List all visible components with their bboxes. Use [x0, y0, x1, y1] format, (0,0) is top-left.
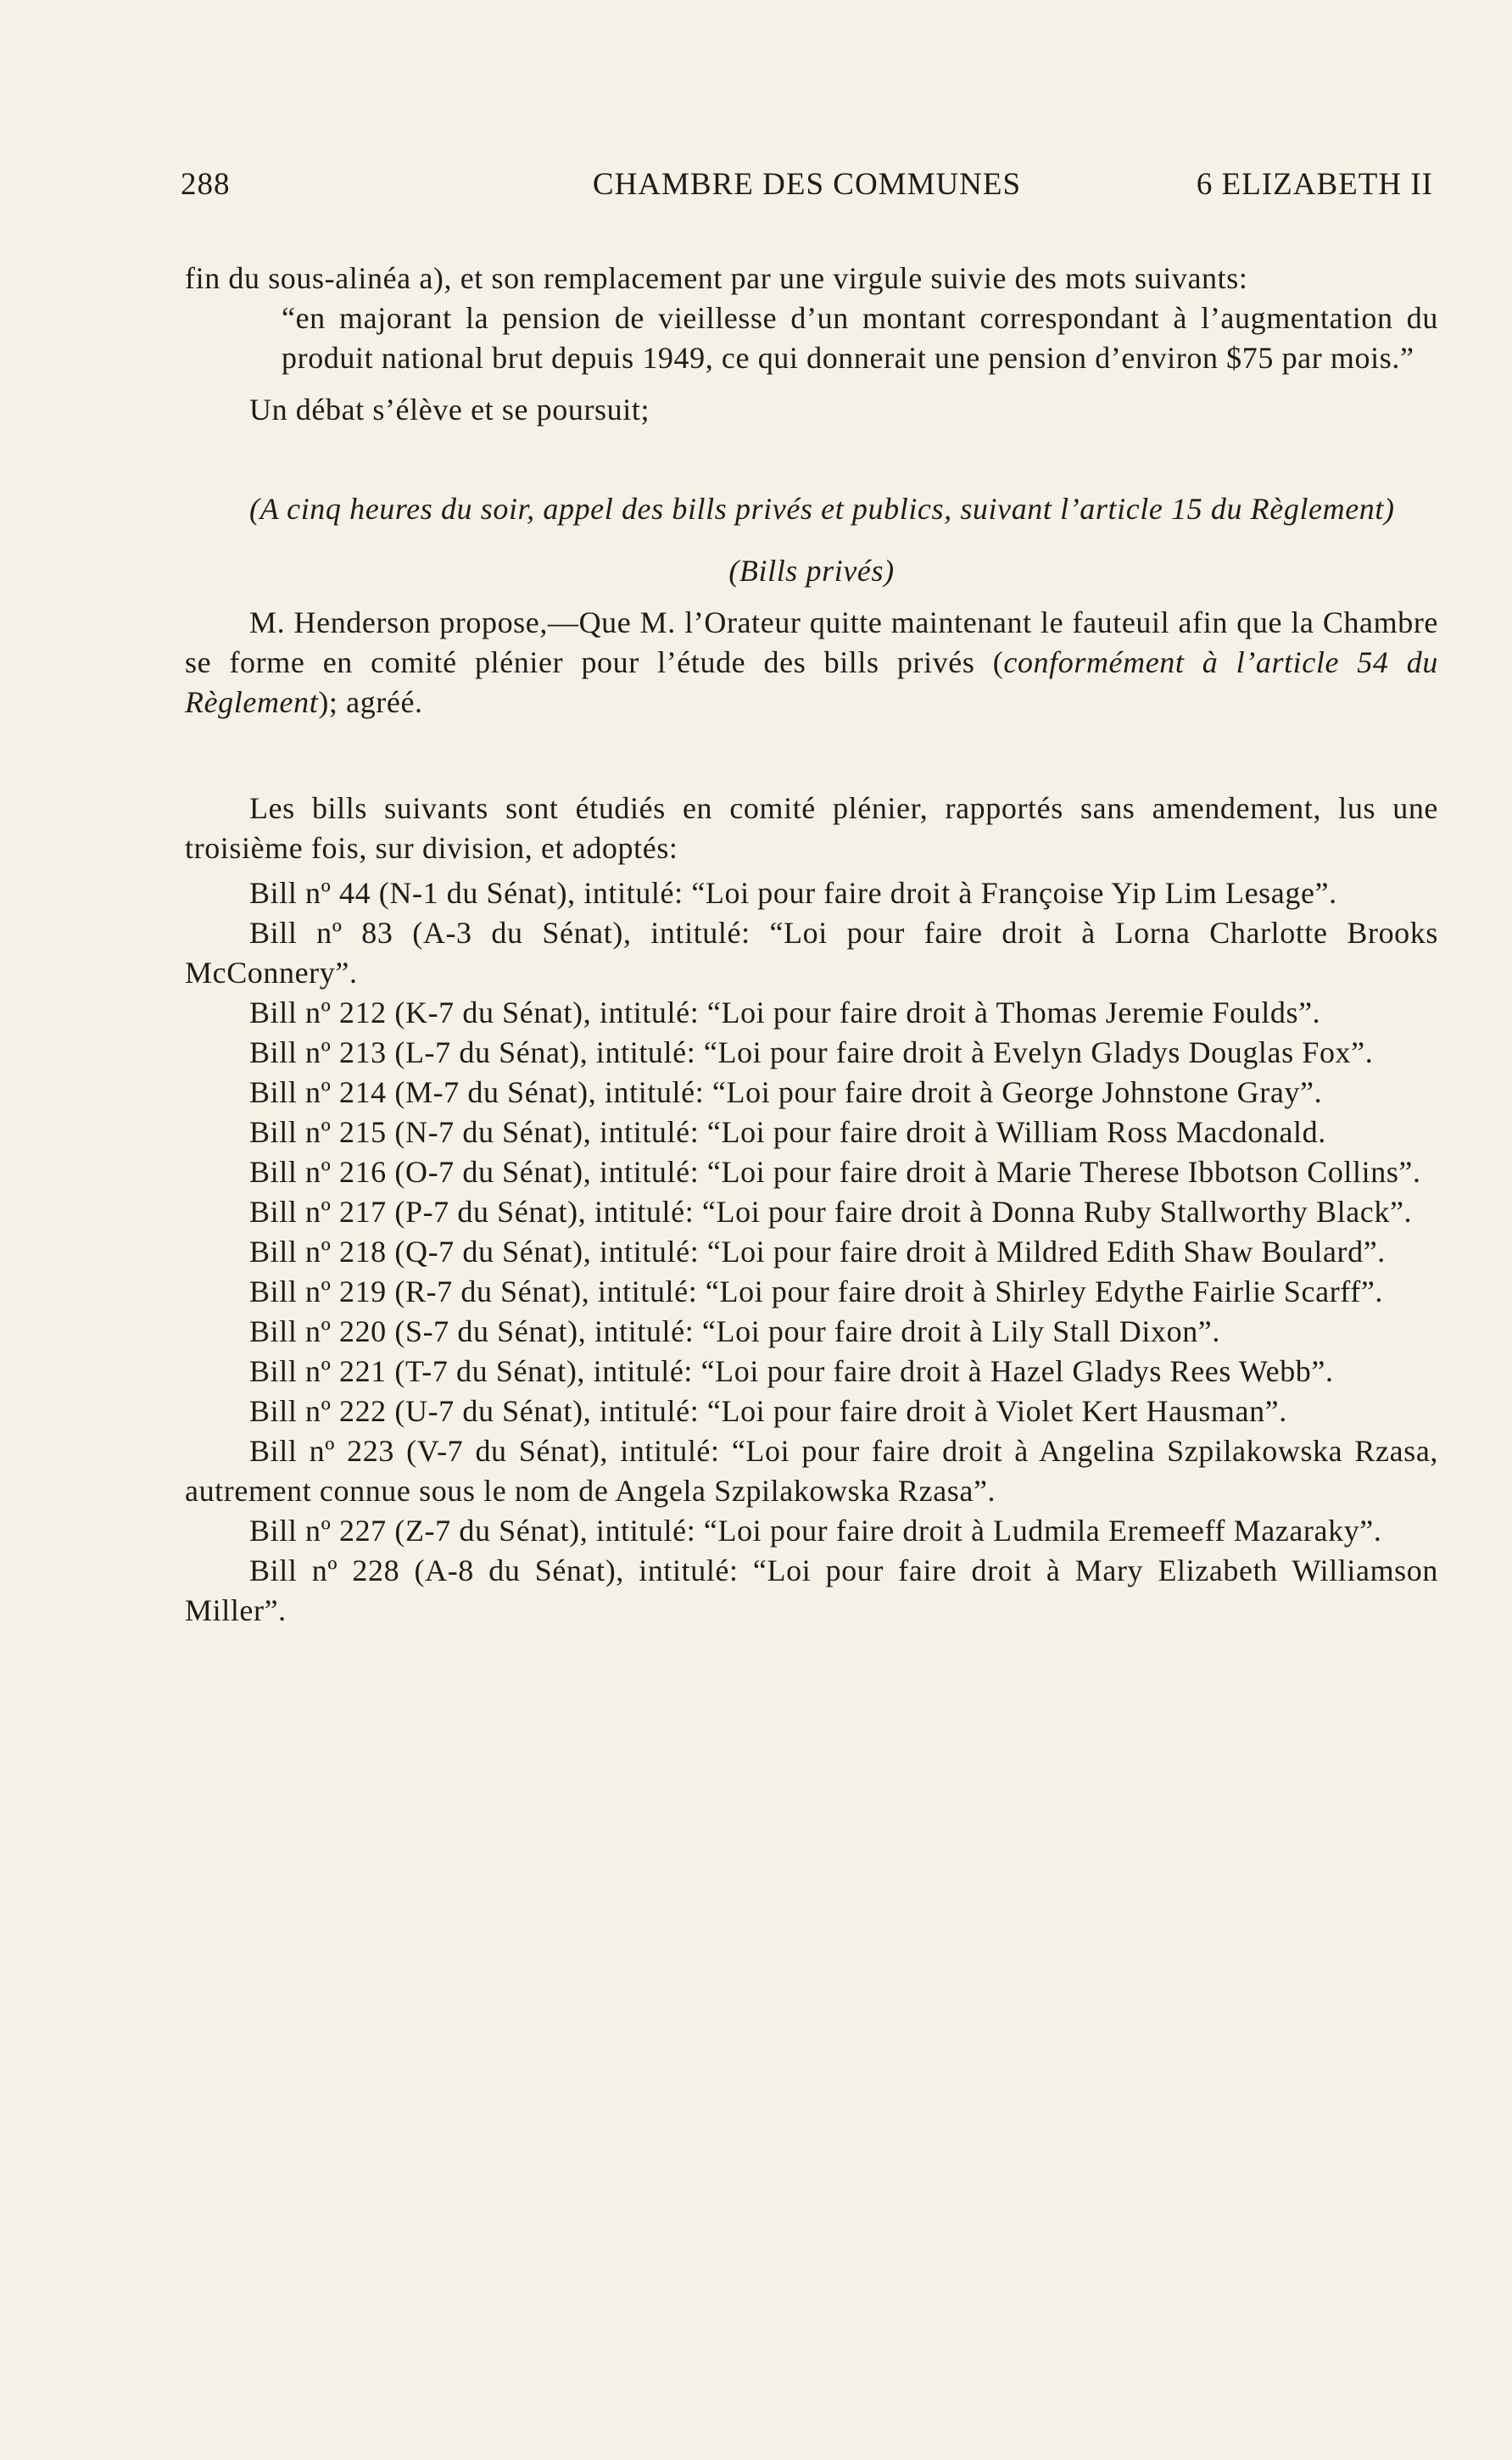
motion-italic-reference: conformément à l’article 54 du Règlement — [185, 645, 1438, 719]
bill-item: Bill nº 222 (U-7 du Sénat), intitulé: “Loi pour faire droit à Violet Kert Hausman”. — [249, 1394, 1287, 1428]
quoted-amendment: “en majorant la pension de vieillesse d’un montant correspondant à l’augmentation du produit national brut depuis 1949, ce qui donnerait une pension d’environ $75 par mois.” — [282, 301, 1438, 375]
motion-text-end: ); agréé. — [318, 685, 423, 719]
running-title-right: 6 ELIZABETH II — [1196, 167, 1433, 202]
bill-item: Bill nº 217 (P-7 du Sénat), intitulé: “Loi pour faire droit à Donna Ruby Stallworthy Black”. — [249, 1195, 1413, 1229]
section-heading-private-bills: (Bills privés) — [728, 554, 895, 588]
page-body — [185, 259, 1438, 1631]
bill-item: Bill nº 221 (T-7 du Sénat), intitulé: “Loi pour faire droit à Hazel Gladys Rees Webb”. — [249, 1354, 1334, 1388]
bill-item: Bill nº 215 (N-7 du Sénat), intitulé: “Loi pour faire droit à William Ross Macdonald. — [249, 1115, 1326, 1149]
paragraph-debate: Un débat s’élève et se poursuit; — [249, 393, 650, 427]
bill-item: Bill nº 212 (K-7 du Sénat), intitulé: “Loi pour faire droit à Thomas Jeremie Foulds”. — [249, 996, 1321, 1029]
bill-item: Bill nº 83 (A-3 du Sénat), intitulé: “Loi pour faire droit à Lorna Charlotte Brooks McConnery”. — [185, 916, 1438, 990]
bill-item: Bill nº 223 (V-7 du Sénat), intitulé: “Loi pour faire droit à Angelina Szpilakowska Rzasa, autrement connue sous le nom de Angela Szpilakowska Rzasa”. — [185, 1434, 1438, 1508]
motion-text: M. Henderson propose,—Que M. l’Orateur quitte maintenant le fauteuil afin que la Chambre se forme en comité plénier pour l’étude des bills privés ( — [185, 605, 1438, 679]
paragraph-bills-intro: Les bills suivants sont étudiés en comité plénier, rapportés sans amendement, lus une troisième fois, sur division, et adoptés: — [185, 791, 1438, 865]
page-number: 288 — [181, 167, 231, 202]
paragraph-motion — [185, 603, 1438, 722]
bill-item: Bill nº 216 (O-7 du Sénat), intitulé: “Loi pour faire droit à Marie Therese Ibbotson Collins”. — [249, 1155, 1421, 1189]
bill-item: Bill nº 228 (A-8 du Sénat), intitulé: “Loi pour faire droit à Mary Elizabeth Williamson Miller”. — [185, 1554, 1438, 1627]
running-title: CHAMBRE DES COMMUNES — [592, 167, 1022, 202]
bill-item: Bill nº 220 (S-7 du Sénat), intitulé: “Loi pour faire droit à Lily Stall Dixon”. — [249, 1314, 1220, 1348]
bill-item: Bill nº 213 (L-7 du Sénat), intitulé: “Loi pour faire droit à Evelyn Gladys Douglas Fox”. — [249, 1035, 1374, 1069]
page-header — [181, 166, 1433, 210]
bills-list — [185, 873, 1438, 1631]
bill-item: Bill nº 219 (R-7 du Sénat), intitulé: “Loi pour faire droit à Shirley Edythe Fairlie Scarff”. — [249, 1275, 1383, 1308]
bill-item: Bill nº 218 (Q-7 du Sénat), intitulé: “Loi pour faire droit à Mildred Edith Shaw Boulard”. — [249, 1235, 1386, 1269]
bill-item: Bill nº 214 (M-7 du Sénat), intitulé: “Loi pour faire droit à George Johnstone Gray”. — [249, 1075, 1323, 1109]
bill-item: Bill nº 227 (Z-7 du Sénat), intitulé: “Loi pour faire droit à Ludmila Eremeeff Mazaraky”. — [249, 1514, 1382, 1548]
italic-procedural-note: (A cinq heures du soir, appel des bills privés et publics, suivant l’article 15 du Règlement) — [249, 492, 1395, 526]
paragraph-amendment-continuation: fin du sous-alinéa a), et son remplacement par une virgule suivie des mots suivants: — [185, 261, 1248, 295]
bill-item: Bill nº 44 (N-1 du Sénat), intitulé: “Loi pour faire droit à Françoise Yip Lim Lesage”. — [249, 876, 1337, 910]
